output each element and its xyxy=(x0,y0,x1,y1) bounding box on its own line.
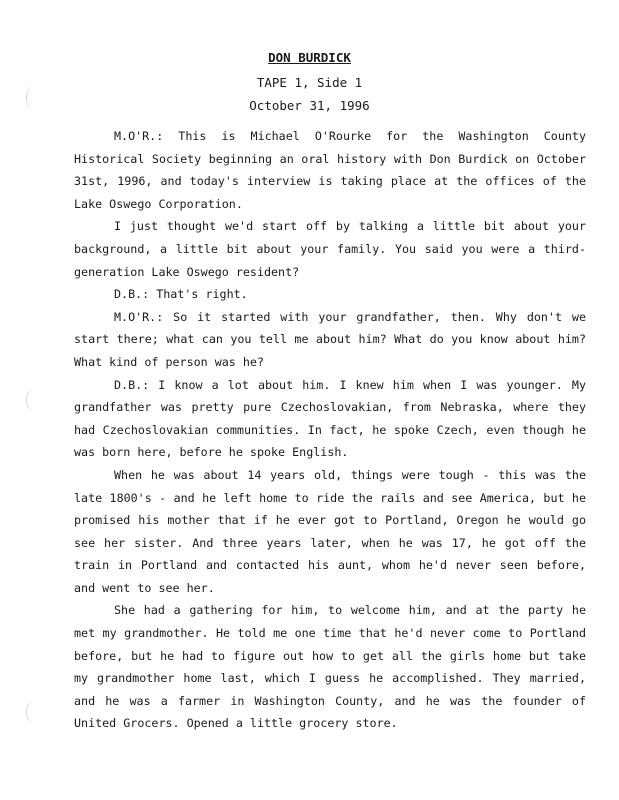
binder-hole-mark xyxy=(26,700,41,724)
interview-date: October 31, 1996 xyxy=(249,98,370,113)
interviewee-name-title: DON BURDICK xyxy=(268,50,351,65)
transcript-paragraph: M.O'R.: So it started with your grandfather, then. Why don't we start there; what can you tell me about him? What do you know about him? What kind of person was he? xyxy=(74,309,586,369)
transcript-paragraph: I just thought we'd start off by talking a little bit about your background, a little bit about your family. You said you were a third-generation Lake Oswego resident? xyxy=(74,219,586,279)
transcript-body xyxy=(74,125,586,735)
transcript-paragraph: She had a gathering for him, to welcome him, and at the party he met my grandmother. He told me one time that he'd never come to Portland before, but he had to figure out how to get all the girls home but take my grandmother home last, which I guess he accomplished. They married, and he was a farmer in Washington County, and he was the founder of United Grocers. Opened a little grocery store. xyxy=(74,603,586,731)
binder-hole-mark xyxy=(26,388,41,412)
transcript-paragraph: When he was about 14 years old, things were tough - this was the late 1800's - and he left home to ride the rails and see America, but he promised his mother that if he ever got to Portland, Oregon he would go see her sister. And three years later, when he was 17, he got off the train in Portland and contacted his aunt, whom he'd never seen before, and went to see her. xyxy=(74,467,586,595)
transcript-paragraph: D.B.: I know a lot about him. I knew him when I was younger. My grandfather was pretty pure Czechoslovakian, from Nebraska, where they had Czechoslovakian communities. In fact, he spoke Czech, even though he was born here, before he spoke English. xyxy=(74,377,586,460)
tape-label: TAPE 1, Side 1 xyxy=(256,75,363,90)
transcript-paragraph: M.O'R.: This is Michael O'Rourke for the Washington County Historical Society beginning an oral history with Don Burdick on October 31st, 1996, and today's interview is taking place at the offices of the Lake Oswego Corporation. xyxy=(74,129,586,211)
transcript-paragraph: D.B.: That's right. xyxy=(114,287,248,302)
